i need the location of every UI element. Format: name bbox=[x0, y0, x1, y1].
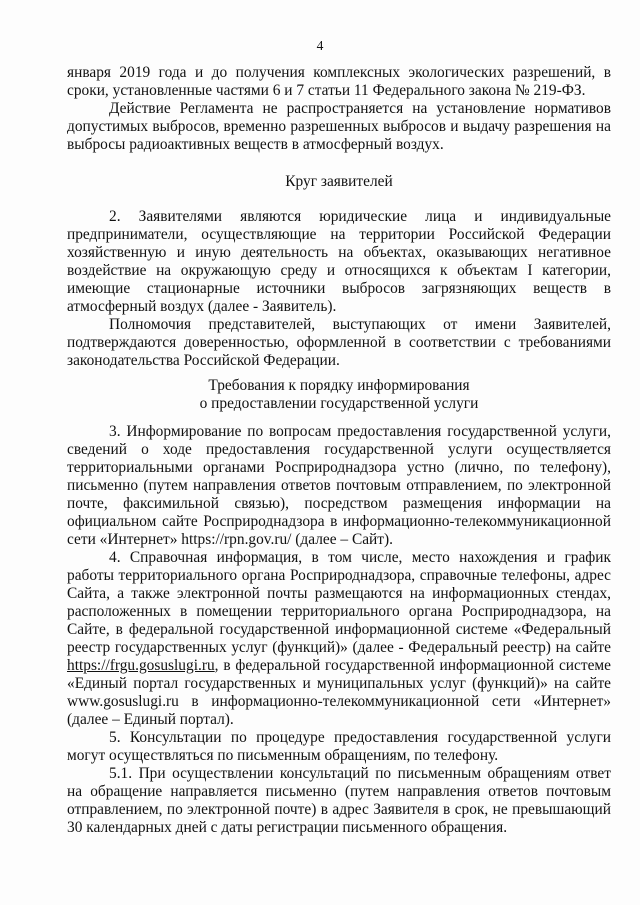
frgu-link[interactable]: https://frgu.gosuslugi.ru bbox=[67, 657, 215, 674]
paragraph-2-applicants: 2. Заявителями являются юридические лица и индивидуальные предприниматели, осуществляющие на территории Российской Федерации хозяйственную и иную деятельность на объектах, оказывающих негативное воздействие на окружающую среду и относящихся к объектам I категории, имеющие стационарные источники выбросов загрязняющих веществ в атмосферный воздух (далее - Заявитель). bbox=[67, 208, 611, 315]
paragraph-5-1-written-requests: 5.1. При осуществлении консультаций по письменным обращениям ответ на обращение направляется письменно (путем направления ответов почтовым отправлением, по электронной почте) в адрес Заявителя в срок, не превышающий 30 календарных дней с даты регистрации письменного обращения. bbox=[67, 765, 611, 836]
section-heading-applicants bbox=[67, 173, 611, 191]
paragraph-4-reference-info bbox=[67, 549, 611, 729]
section-heading-text: Круг заявителей bbox=[285, 173, 393, 190]
intro-block bbox=[67, 64, 611, 154]
paragraph-representative-powers: Полномочия представителей, выступающих от имени Заявителей, подтверждаются доверенностью, оформленной в соответствии с требованиями законодательства Российской Федерации. bbox=[67, 316, 611, 369]
section-heading-line-1: Требования к порядку информирования bbox=[208, 377, 470, 394]
paragraph-4-text-end: , в федеральной государственной информационной системе «Единый портал государственных и муниципальных услуг (функций)» на сайте www.gosuslugi.ru в информационно-телекоммуникационной сети «Интернет» (далее – Единый портал). bbox=[67, 657, 611, 728]
intro-paragraph-continued: января 2019 года и до получения комплексных экологических разрешений, в сроки, установленные частями 6 и 7 статьи 11 Федерального закона № 219-ФЗ. bbox=[67, 64, 611, 99]
paragraph-4-text-start: 4. Справочная информация, в том числе, место нахождения и график работы территориального органа Росприроднадзора, справочные телефоны, адрес Сайта, а также электронной почты размещаются на информационных стендах, расположенных в помещении территориального органа Росприроднадзора, на Сайте, в федеральной государственной информационной системе «Федеральный реестр государственных услуг (функций)» (далее - Федеральный реестр) на сайте bbox=[67, 549, 611, 656]
applicants-block bbox=[67, 208, 611, 370]
page-number: 4 bbox=[316, 38, 324, 53]
paragraph-5-consultations: 5. Консультации по процедуре предоставления государственной услуги могут осуществляться по письменным обращениям, по телефону. bbox=[67, 729, 611, 764]
paragraph-3-informing: 3. Информирование по вопросам предоставления государственной услуги, сведений о ходе предоставления государственной услуги осуществляется территориальными органами Росприроднадзора устно (лично, по телефону), письменно (путем направления ответов почтовым отправлением, по электронной почте, факсимильной связью), посредством размещения информации на официальном сайте Росприроднадзора в информационно-телекоммуникационной сети «Интернет» https://rpn.gov.ru/ (далее – Сайт). bbox=[67, 423, 611, 548]
information-block bbox=[67, 423, 611, 837]
section-heading-line-2: о предоставлении государственной услуги bbox=[199, 395, 479, 412]
section-heading-information-requirements bbox=[67, 377, 611, 413]
intro-paragraph-regulation-scope: Действие Регламента не распространяется на установление нормативов допустимых выбросов, временно разрешенных выбросов и выдачу разрешения на выбросы радиоактивных веществ в атмосферный воздух. bbox=[67, 100, 611, 153]
